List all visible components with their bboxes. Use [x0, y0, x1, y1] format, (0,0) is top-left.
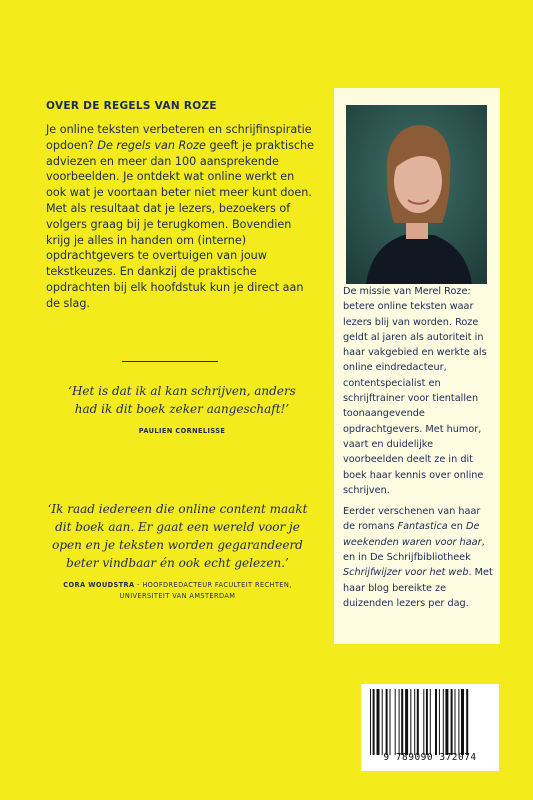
quote-2-text: ‘Ik raad iedereen die online content maakt dit boek aan. Er gaat een wereld voor je open en je teksten worden gegarandeerd beter vindbaar én ook echt gelezen.’ [47, 502, 308, 570]
divider [122, 361, 218, 362]
section-heading: OVER DE REGELS VAN ROZE [46, 100, 217, 112]
quote-1-author: PAULIEN CORNELISSE [138, 427, 226, 435]
author-photo [346, 105, 487, 284]
quote-2-attribution: CORA WOUDSTRA - HOOFDREDACTEUR FACULTEIT RECHTEN, UNIVERSITEIT VAN AMSTERDAM [63, 581, 292, 600]
quote-1-text: ‘Het is dat ik al kan schrijven, anders had ik dit boek zeker aangeschaft!’ [68, 384, 296, 416]
barcode [361, 684, 499, 771]
blurb-text: Je online teksten verbeteren en schrijfinspiratie opdoen? De regels van Roze geeft je praktische adviezen en meer dan 100 aansprekende voorbeelden. Je ontdekt wat online werkt en ook wat je voortaan beter niet meer kunt doen. Met als resultaat dat je lezers, bezoekers of volgers graag bij je terugkomen. Bovendien krijg je alles in handen om (interne) opdrachtgevers te overtuigen van jouw tekstkeuzes. En dankzij de praktische opdrachten bij elk hoofdstuk kun je direct aan de slag. [46, 123, 315, 310]
barcode-bars [370, 689, 492, 755]
isbn-number: 9 789090 372074 [383, 752, 477, 763]
author-bio [343, 284, 493, 617]
quote-1 [62, 382, 302, 437]
bio-paragraph-2: Eerder verschenen van haar de romans Fantastica en De weekenden waren voor haar, en in De Schrijfbibliotheek Schrijfwijzer voor het web. Met haar blog bereikte ze duizenden lezers per dag. [343, 506, 493, 609]
bio-paragraph-1: De missie van Merel Roze: betere online teksten waar lezers blij van worden. Roze geldt al jaren als autoriteit in haar vakgebied en werkte als online eindredacteur, contentspecialist en schrijftrainer voor tientallen toonaangevende opdrachtgevers. Met humor, vaart en duidelijke voorbeelden deelt ze in dit boek haar kennis over online schrijven. [343, 286, 487, 496]
author-panel [334, 88, 500, 644]
back-cover-blurb [46, 100, 316, 312]
book-title: De regels van Roze [97, 138, 206, 152]
quote-2 [40, 500, 315, 602]
